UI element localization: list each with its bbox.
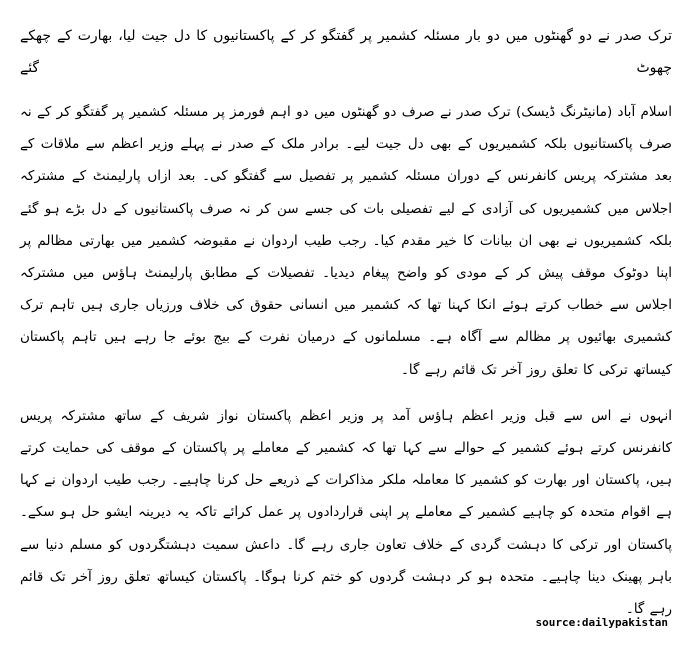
source-credit: source:dailypakistan: [535, 616, 668, 629]
article-paragraph-1: اسلام آباد (مانیٹرنگ ڈیسک) ترک صدر نے صرف دو گھنٹوں میں دو اہم فورمز پر مسئلہ کشمیر پر گفتگو کر کے نہ صرف پاکستانیوں بلکہ کشمیریوں کے بھی دل جیت لیے۔ برادر ملک کے صدر نے پہلے وزیر اعظم سے ملاقات کے بعد مشترکہ پریس کانفرنس کے دوران مسئلہ کشمیر پر تفصیل سے گفتگو کی۔ بعد ازاں پارلیمنٹ کے مشترکہ اجلاس میں کشمیریوں کی آزادی کے لیے تفصیلی بات کی جسے سن کر نہ صرف پاکستانیوں کے دل بڑے ہو گئے بلکہ کشمیریوں نے بھی ان بیانات کا خیر مقدم کیا۔ رجب طیب اردوان نے مقبوضہ کشمیر میں بھارتی مظالم پر اپنا دوٹوک موقف پیش کر کے مودی کو واضح پیغام دیدیا۔ تفصیلات کے مطابق پارلیمنٹ ہاؤس میں مشترکہ اجلاس سے خطاب کرتے ہوئے انکا کہنا تھا کہ کشمیر میں انسانی حقوق کی خلاف ورزیاں جاری ہیں تاہم ترک کشمیری بھائیوں پر مظالم سے آگاہ ہے۔ مسلمانوں کے درمیان نفرت کے بیج بوئے جا رہے ہیں تاہم پاکستان کیساتھ ترکی کا تعلق روز آخر تک قائم رہے گا۔: [20, 104, 672, 378]
news-article: [20, 20, 672, 625]
article-paragraph-2: انہوں نے اس سے قبل وزیر اعظم ہاؤس آمد پر وزیر اعظم پاکستان نواز شریف کے ساتھ مشترکہ پریس کانفرنس کرتے ہوئے کشمیر کے حوالے سے کہا تھا کہ کشمیر کے معاملے پر پاکستان کے موقف کی حمایت کرتے ہیں، پاکستان اور بھارت کو کشمیر کا معاملہ ملکر مذاکرات کے ذریعے حل کرنا چاہیے۔ رجب طیب اردوان نے کہا ہے اقوام متحدہ کو چاہیے کشمیر کے معاملے پر اپنی قراردادوں پر عمل کرائے تاکہ یہ دیرینہ ایشو حل ہو سکے۔ پاکستان اور ترکی کا دہشت گردی کے خلاف تعاون جاری رہے گا۔ داعش سمیت دہشتگردوں کو مسلم دنیا سے باہر پھینک دینا چاہیے۔ متحدہ ہو کر دہشت گردوں کو ختم کرنا ہوگا۔ پاکستان کیساتھ تعلق روز آخر تک قائم رہے گا۔: [20, 407, 672, 618]
article-headline: ترک صدر نے دو گھنٹوں میں دو بار مسئلہ کشمیر پر گفتگو کر کے پاکستانیوں کا دل جیت لیا، بھارت کے چھکے چھوٹ گئے: [20, 28, 672, 76]
